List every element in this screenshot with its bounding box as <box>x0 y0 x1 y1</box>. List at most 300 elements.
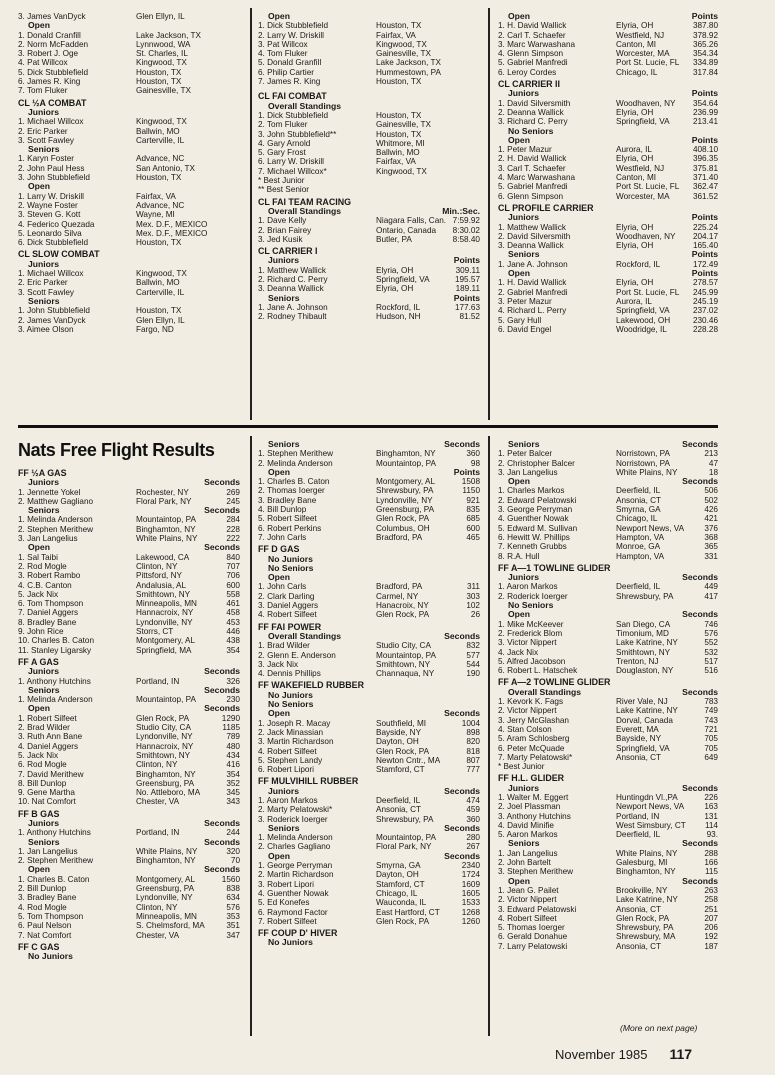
contestant-name: 5. Robert Silfeet <box>258 514 317 524</box>
contestant-location: River Vale, NJ <box>616 697 668 707</box>
score-value: 416 <box>226 760 240 770</box>
score-value: 347 <box>226 930 240 940</box>
result-row <box>18 525 240 534</box>
bottom-column-2 <box>258 440 480 948</box>
contestant-location: Dayton, OH <box>376 870 419 880</box>
heading-label: FF A—1 TOWLINE GLIDER <box>498 562 611 573</box>
contestant-name: 3. Robert Rambo <box>18 571 81 581</box>
contestant-name: 1. Peter Balcer <box>498 449 553 459</box>
score-value: 354.64 <box>692 98 718 108</box>
contestant-name: 3. Scott Fawley <box>18 287 74 297</box>
contestant-name: 5. Ed Konefes <box>258 898 310 908</box>
class-subheading <box>258 824 480 833</box>
result-row <box>18 646 240 655</box>
score-value: 213 <box>704 449 718 459</box>
result-row <box>498 923 718 932</box>
score-value: 365 <box>704 542 718 552</box>
result-row <box>498 895 718 904</box>
contestant-location: Glen Rock, PA <box>376 610 430 620</box>
result-row <box>498 802 718 811</box>
contestant-name: 4. Stan Colson <box>498 724 552 734</box>
contestant-location: Norristown, PA <box>616 449 670 459</box>
score-value: 387.80 <box>692 21 718 31</box>
class-subheading <box>498 136 718 145</box>
unit-label: Seconds <box>204 477 240 488</box>
result-row <box>498 629 718 638</box>
score-value: 838 <box>226 884 240 894</box>
score-value: 352 <box>226 778 240 788</box>
contestant-location: Binghamton, NY <box>136 524 196 534</box>
contestant-name: 7. Nat Comfort <box>18 930 72 940</box>
contestant-name: 1. Anthony Hutchins <box>18 828 91 838</box>
result-row <box>18 40 246 49</box>
score-value: 204.17 <box>692 231 718 241</box>
contestant-location: Elyria, OH <box>616 241 654 251</box>
result-row <box>18 618 240 627</box>
contestant-location: Ansonia, CT <box>616 752 662 762</box>
result-row <box>258 861 480 870</box>
result-row <box>18 751 240 760</box>
contestant-name: 4. Guenther Nowak <box>258 888 329 898</box>
score-value: 278.57 <box>692 278 718 288</box>
contestant-name: 6. Peter McQuade <box>498 743 565 753</box>
class-subheading <box>498 269 718 278</box>
unit-label: Seconds <box>204 684 240 695</box>
heading-label: No Juniors <box>268 937 313 948</box>
result-row <box>258 31 480 40</box>
score-value: 345 <box>226 788 240 798</box>
class-subheading <box>18 667 240 676</box>
contestant-location: Timonium, MD <box>616 628 669 638</box>
score-value: 1605 <box>461 888 480 898</box>
class-subheading <box>258 294 480 303</box>
contestant-name: 2. Joel Plassman <box>498 802 561 812</box>
result-row <box>258 459 480 468</box>
contestant-name: 2. Stephen Merithew <box>18 524 94 534</box>
contestant-name: 6. Gerald Donahue <box>498 932 568 942</box>
contestant-name: 2. Wayne Foster <box>18 200 78 210</box>
result-row <box>498 657 718 666</box>
score-value: 177.63 <box>454 302 480 312</box>
contestant-location: Woodridge, IL <box>616 324 667 334</box>
contestant-location: Hannacroix, NY <box>136 608 194 618</box>
contestant-location: Mex. D.F., MEXICO <box>136 219 208 229</box>
contestant-location: Gainesville, TX <box>376 49 431 59</box>
score-value: 2340 <box>461 861 480 871</box>
result-row <box>258 719 480 728</box>
contestant-location: Deerfield, IL <box>616 486 661 496</box>
contestant-location: White Plains, NY <box>616 848 678 858</box>
score-value: 317.84 <box>692 67 718 77</box>
contestant-location: Port St. Lucie, FL <box>616 287 680 297</box>
heading-label: No Seniors <box>508 125 554 136</box>
result-row <box>258 669 480 678</box>
score-value: 165.40 <box>692 241 718 251</box>
score-value: 280 <box>466 833 480 843</box>
score-value: 743 <box>704 715 718 725</box>
contestant-location: Elyria, OH <box>616 278 654 288</box>
score-value: 1004 <box>461 718 480 728</box>
contestant-location: Hudson, NH <box>376 312 421 322</box>
contestant-location: Smithtown, NY <box>616 647 671 657</box>
contestant-name: 1. Brad Wilder <box>258 641 310 651</box>
unit-label: Points <box>691 134 718 145</box>
score-value: 187 <box>704 941 718 951</box>
contestant-name: 2. Rodney Thibault <box>258 312 327 322</box>
result-row <box>498 232 718 241</box>
contestant-location: Lake Jackson, TX <box>376 58 441 68</box>
result-row <box>498 68 718 77</box>
heading-label: Open <box>508 609 530 620</box>
score-value: 746 <box>704 619 718 629</box>
contestant-name: 4. Pat Willcox <box>18 58 68 68</box>
contestant-name: 8. R.A. Hull <box>498 551 540 561</box>
result-row <box>18 760 240 769</box>
contestant-location: Hannacroix, NY <box>136 741 194 751</box>
result-row <box>18 779 240 788</box>
contestant-name: 1. Kevork K. Fags <box>498 697 564 707</box>
contestant-location: Bayside, NY <box>376 727 422 737</box>
score-value: 360 <box>466 449 480 459</box>
contestant-location: Carterville, IL <box>136 287 185 297</box>
score-value: 376 <box>704 523 718 533</box>
result-row <box>18 627 240 636</box>
contestant-name: 1. Dave Kelly <box>258 216 307 226</box>
heading-label: Overall Standings <box>268 205 342 216</box>
contestant-name: 1. Larry W. Driskill <box>18 191 84 201</box>
contestant-location: Port St. Lucie, FL <box>616 182 680 192</box>
result-row <box>18 571 240 580</box>
result-row <box>498 734 718 743</box>
heading-label: Open <box>508 11 530 21</box>
contestant-name: 2. Larry W. Driskill <box>258 30 324 40</box>
contestant-name: 1. Michael Willcox <box>18 117 84 127</box>
heading-label: Juniors <box>28 106 60 117</box>
class-subheading <box>258 207 480 216</box>
heading-label: Seniors <box>28 505 60 516</box>
unit-label: Seconds <box>682 572 718 583</box>
unit-label: Points <box>691 88 718 99</box>
contestant-name: 2. Martin Richardson <box>258 870 334 880</box>
contestant-location: Butler, PA <box>376 234 412 244</box>
contestant-location: Dayton, OH <box>376 737 419 747</box>
score-value: 267 <box>466 842 480 852</box>
contestant-name: 6. Hewitt W. Phillips <box>498 532 570 542</box>
contestant-name: 1. Dick Stubblefield <box>258 110 329 120</box>
result-row <box>258 111 480 120</box>
contestant-location: Greensburg, PA <box>136 884 195 894</box>
column-divider-bottom-2 <box>488 436 490 1036</box>
result-row <box>258 582 480 591</box>
result-row <box>498 942 718 951</box>
score-value: 258 <box>704 895 718 905</box>
contestant-name: 4. Jack Nix <box>498 647 539 657</box>
result-row <box>258 148 480 157</box>
contestant-location: Southfield, MI <box>376 718 427 728</box>
contestant-location: East Hartford, CT <box>376 907 440 917</box>
unit-label: Seconds <box>204 836 240 847</box>
class-subheading <box>498 573 718 582</box>
result-row <box>258 496 480 505</box>
contestant-name: 1. Aaron Markos <box>258 795 318 805</box>
contestant-name: 1. Aaron Markos <box>498 582 558 592</box>
heading-label: Open <box>268 466 290 477</box>
result-row <box>18 488 240 497</box>
unit-label: Seconds <box>682 875 718 886</box>
score-value: 461 <box>226 599 240 609</box>
contestant-name: 3. John Stubblefield** <box>258 129 337 139</box>
contestant-name: 9. John Rice <box>18 627 64 637</box>
contestant-location: West Simsbury, CT <box>616 820 686 830</box>
contestant-location: Clinton, NY <box>136 760 178 770</box>
contestant-location: Hampton, VA <box>616 532 665 542</box>
unit-label: Seconds <box>444 850 480 861</box>
contestant-name: 3. Steven G. Kott <box>18 210 81 220</box>
contestant-location: Fairfax, VA <box>376 157 416 167</box>
contestant-location: Clinton, NY <box>136 561 178 571</box>
score-value: 47 <box>708 458 718 468</box>
column-divider-top-1 <box>250 8 252 420</box>
contestant-name: 6. Philip Cartier <box>258 67 314 77</box>
result-row <box>498 164 718 173</box>
contestant-location: Hampton, VA <box>616 551 665 561</box>
score-value: 749 <box>704 706 718 716</box>
page-footer <box>555 1046 692 1062</box>
contestant-location: Smyrna, GA <box>616 505 661 515</box>
result-row <box>18 117 246 126</box>
contestant-name: 1. Jennette Yokel <box>18 487 81 497</box>
result-row <box>18 192 246 201</box>
contestant-name: 1. Jane A. Johnson <box>498 259 568 269</box>
heading-label: Seniors <box>508 439 540 449</box>
contestant-name: 6. Robert Lipori <box>258 765 314 775</box>
result-row <box>258 68 480 77</box>
result-row <box>498 145 718 154</box>
result-row <box>18 77 246 86</box>
contestant-name: 4. Daniel Aggers <box>18 741 79 751</box>
heading-label: Seniors <box>28 684 60 695</box>
contestant-name: 3. John Stubblefield <box>18 173 90 183</box>
score-value: 222 <box>226 534 240 544</box>
score-value: 365.26 <box>692 39 718 49</box>
contestant-name: 1. George Perryman <box>258 861 333 871</box>
contestant-location: Chester, VA <box>136 930 180 940</box>
contestant-location: Glen Ellyn, IL <box>136 12 185 21</box>
contestant-name: 2. Frederick Blom <box>498 628 563 638</box>
result-row <box>498 582 718 591</box>
contestant-location: Wauconda, IL <box>376 898 427 908</box>
heading-label: No Juniors <box>268 553 313 564</box>
contestant-location: Smyrna, GA <box>376 861 421 871</box>
result-row <box>498 278 718 287</box>
contestant-location: Glen Rock, PA <box>376 916 430 926</box>
contestant-name: 1. Matthew Wallick <box>258 265 326 275</box>
contestant-name: 3. Victor Nippert <box>498 638 557 648</box>
score-value: 517 <box>704 656 718 666</box>
result-row <box>498 297 718 306</box>
contestant-name: * Best Junior <box>498 762 545 772</box>
column-divider-top-2 <box>488 8 490 420</box>
contestant-name: 9. Gene Martha <box>18 788 75 798</box>
contestant-name: 6. Glenn Simpson <box>498 191 564 201</box>
contestant-name: 5. Tom Thompson <box>18 911 84 921</box>
score-value: 81.52 <box>459 312 480 322</box>
contestant-location: Binghamton, NY <box>616 867 676 877</box>
contestant-name: 3. Stephen Merithew <box>498 867 574 877</box>
heading-label: Open <box>28 542 50 553</box>
unit-label: Seconds <box>444 630 480 641</box>
contestant-name: 1. Jan Langelius <box>498 848 558 858</box>
contestant-location: Niagara Falls, Can. <box>376 216 447 226</box>
score-value: 18 <box>708 467 718 477</box>
score-value: 362.47 <box>692 182 718 192</box>
heading-label: Juniors <box>28 258 60 269</box>
score-value: 230.46 <box>692 315 718 325</box>
score-value: 1533 <box>461 898 480 908</box>
unit-label: Seconds <box>204 817 240 828</box>
unit-label: Seconds <box>444 785 480 796</box>
contestant-name: 2. Norm McFadden <box>18 39 89 49</box>
score-value: 396.35 <box>692 154 718 164</box>
result-row <box>498 666 718 675</box>
contestant-name: 4. Guenther Nowak <box>498 514 569 524</box>
contestant-name: 7. Robert Silfeet <box>258 916 317 926</box>
contestant-location: Chicago, IL <box>616 67 658 77</box>
heading-label: CL FAI COMBAT <box>258 91 327 102</box>
contestant-location: Mex. D.F., MEXICO <box>136 228 208 238</box>
result-row <box>498 542 718 551</box>
heading-label: FF MULVIHILL RUBBER <box>258 776 359 787</box>
contestant-name: 4. Federico Quezada <box>18 219 95 229</box>
class-subheading <box>258 938 480 947</box>
result-row <box>498 821 718 830</box>
heading-label: Juniors <box>28 817 60 828</box>
contestant-name: 2. Victor Nippert <box>498 895 557 905</box>
heading-label: Seniors <box>28 144 60 155</box>
result-row <box>498 108 718 117</box>
heading-label: Open <box>268 572 290 583</box>
class-subheading <box>18 838 240 847</box>
score-value: 474 <box>466 795 480 805</box>
contestant-location: Carmel, NY <box>376 591 419 601</box>
contestant-location: Smithtown, NY <box>136 750 191 760</box>
contestant-location: Glen Rock, PA <box>616 913 670 923</box>
top-column-2 <box>258 12 480 322</box>
score-value: 245.19 <box>692 296 718 306</box>
score-value: 818 <box>466 746 480 756</box>
contestant-name: 7. David Merithew <box>18 769 84 779</box>
contestant-location: Woodhaven, NY <box>616 98 676 108</box>
class-subheading <box>18 819 240 828</box>
score-value: 251 <box>704 904 718 914</box>
result-row <box>498 932 718 941</box>
contestant-location: Smithtown, NY <box>376 659 431 669</box>
contestant-location: Aurora, IL <box>616 145 652 155</box>
contestant-location: Douglaston, NY <box>616 666 674 676</box>
score-value: 114 <box>704 820 718 830</box>
score-value: 453 <box>226 617 240 627</box>
contestant-name: 1. Michael Willcox <box>18 269 84 279</box>
result-row <box>498 524 718 533</box>
contestant-location: Everett, MA <box>616 724 659 734</box>
contestant-name: 5. Gabriel Manfredi <box>498 182 568 192</box>
result-row <box>498 505 718 514</box>
spacer <box>258 86 480 89</box>
result-row <box>18 154 246 163</box>
class-subheading <box>258 709 480 718</box>
result-row <box>498 638 718 647</box>
contestant-location: Greensburg, PA <box>376 505 435 515</box>
contestant-name: 1. John Stubblefield <box>18 306 90 316</box>
contestant-name: 3. Robert Lipori <box>258 879 314 889</box>
score-value: 649 <box>704 752 718 762</box>
contestant-name: 3. Edward Pelatowski <box>498 904 577 914</box>
score-value: 576 <box>704 628 718 638</box>
result-row <box>258 533 480 542</box>
result-row <box>18 164 246 173</box>
contestant-location: Gainesville, TX <box>136 86 191 96</box>
class-subheading <box>258 102 480 111</box>
score-value: 438 <box>226 636 240 646</box>
score-value: 225.24 <box>692 222 718 232</box>
contestant-location: Ansonia, CT <box>376 805 422 815</box>
contestant-name: 4. Gary Arnold <box>258 138 311 148</box>
class-subheading <box>498 877 718 886</box>
contestant-name: 3. Roderick Ioerger <box>258 814 328 824</box>
heading-label: FF B GAS <box>18 808 60 819</box>
contestant-location: Dorval, Canada <box>616 715 673 725</box>
heading-label: FF A—2 TOWLINE GLIDER <box>498 677 611 688</box>
contestant-name: 5. Aaron Markos <box>498 830 558 840</box>
contestant-location: Galesburg, MI <box>616 858 668 868</box>
contestant-name: 3. Bradley Bane <box>18 893 77 903</box>
result-row <box>498 706 718 715</box>
score-value: 1290 <box>221 713 240 723</box>
result-row <box>258 610 480 619</box>
contestant-location: Lake Katrine, NY <box>616 706 678 716</box>
result-row <box>258 477 480 486</box>
result-row <box>498 812 718 821</box>
score-value: 190 <box>466 669 480 679</box>
contestant-name: 6. Raymond Factor <box>258 907 328 917</box>
contestant-location: Westfield, NJ <box>616 163 665 173</box>
contestant-location: Kingwood, TX <box>376 39 427 49</box>
contestant-location: Portland, IN <box>136 676 180 686</box>
heading-label: Seniors <box>508 249 540 260</box>
unit-label: Seconds <box>204 542 240 553</box>
contestant-location: Lakewood, OH <box>616 315 671 325</box>
score-value: 1508 <box>461 477 480 487</box>
contestant-location: Fairfax, VA <box>136 191 176 201</box>
result-row <box>258 449 480 458</box>
contestant-name: 6. James R. King <box>18 77 81 87</box>
score-value: 506 <box>704 486 718 496</box>
contestant-location: Whitmore, MI <box>376 138 425 148</box>
contestant-location: Shrewsbury, PA <box>616 923 674 933</box>
result-row <box>258 21 480 30</box>
score-value: 532 <box>704 647 718 657</box>
score-value: 189.11 <box>455 284 480 294</box>
contestant-location: Ballwin, MO <box>136 278 180 288</box>
contestant-name: 2. Brian Fairey <box>258 225 312 235</box>
result-row <box>498 552 718 561</box>
contestant-name: 7. Michael Willcox* <box>258 166 327 176</box>
score-value: 102 <box>466 601 480 611</box>
heading-label: Open <box>268 850 290 861</box>
contestant-name: 1. Jan Langelius <box>18 846 78 856</box>
score-value: 228.28 <box>692 324 718 334</box>
score-value: 115 <box>704 867 718 877</box>
